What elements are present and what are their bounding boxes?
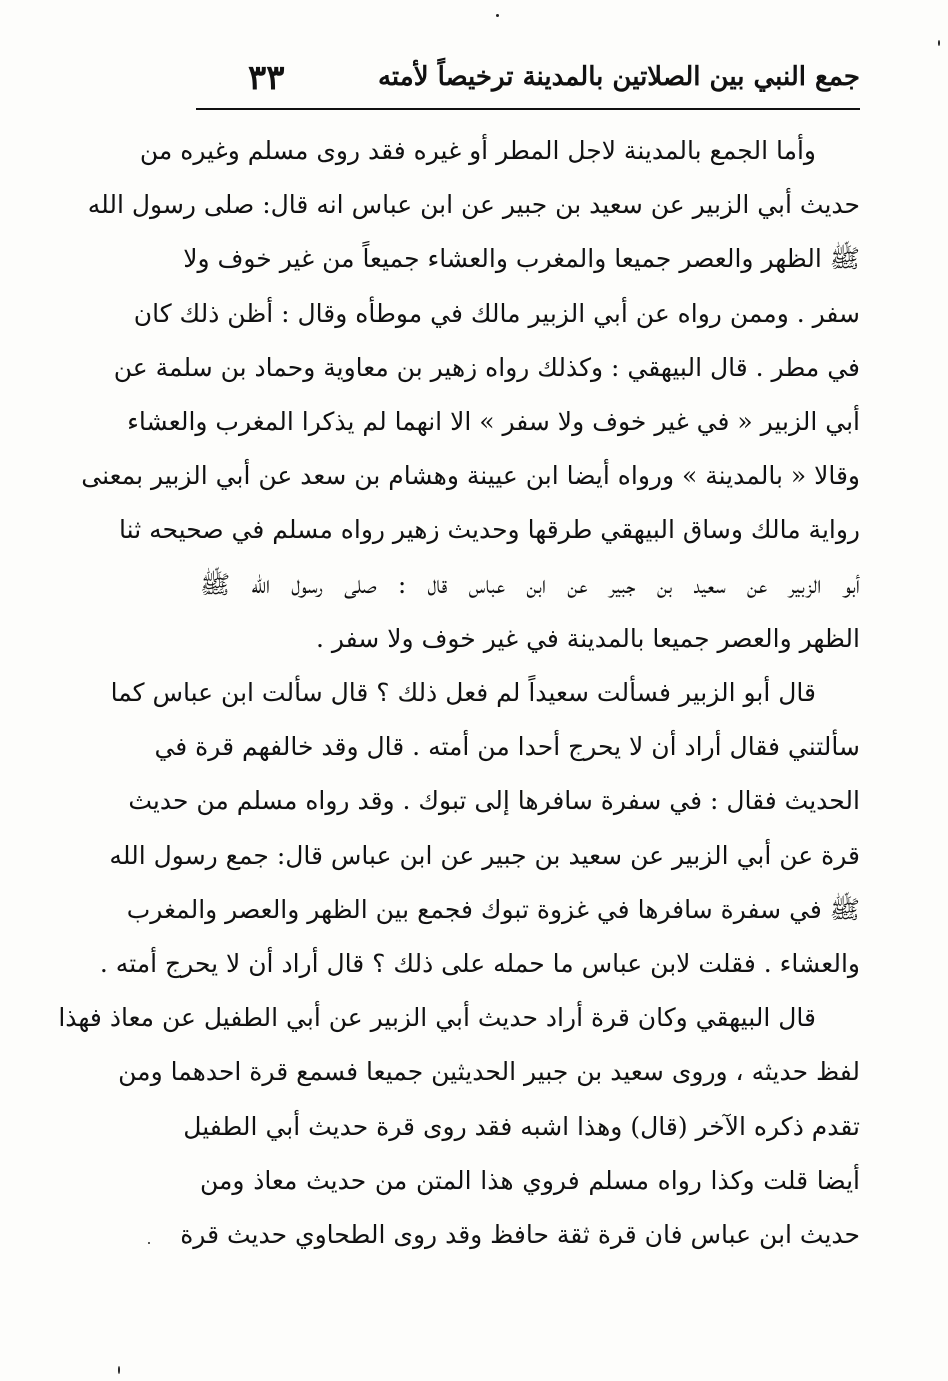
scan-speck xyxy=(938,40,940,46)
text-line: في مطر . قال البيهقي : وكذلك رواه زهير بن معاوية وحماد بن سلمة عن xyxy=(113,352,860,382)
text-line: أبو الزبير عن سعيد بن جبير عن ابن عباس قال : صلى رسول الله ﷺ xyxy=(200,569,860,599)
paragraph-3 xyxy=(58,991,860,1262)
text-line: والعشاء . فقلت لابن عباس ما حمله على ذلك ؟ قال أراد أن لا يحرج أمته . xyxy=(99,949,860,979)
scan-speck xyxy=(496,14,499,17)
scan-speck xyxy=(148,1242,150,1244)
text-line: الحديث فقال : في سفرة سافرها إلى تبوك . وقد رواه مسلم من حديث xyxy=(128,786,860,816)
paragraph-1 xyxy=(81,124,860,666)
text-line: رواية مالك وساق البيهقي طرقها وحديث زهير رواه مسلم في صحيحه ثنا xyxy=(119,515,860,545)
text-line: قال البيهقي وكان قرة أراد حديث أبي الزبير عن أبي الطفيل عن معاذ فهذا xyxy=(58,1003,816,1033)
text-line: ﷺ في سفرة سافرها في غزوة تبوك فجمع بين الظهر والعصر والمغرب xyxy=(126,894,860,924)
text-line: لفظ حديثه ، وروى سعيد بن جبير الحديثين جميعا فسمع قرة احدهما ومن xyxy=(118,1057,860,1087)
text-line: ﷺ الظهر والعصر جميعا والمغرب والعشاء جميعاً من غير خوف ولا xyxy=(183,244,860,274)
page-number: ٣٣ xyxy=(248,58,285,98)
text-line: قرة عن أبي الزبير عن سعيد بن جبير عن ابن عباس قال: جمع رسول الله xyxy=(109,840,860,870)
header-rule xyxy=(196,108,860,110)
running-header xyxy=(200,58,860,104)
text-line: سألتني فقال أراد أن لا يحرج أحدا من أمته . قال وقد خالفهم قرة في xyxy=(154,732,860,762)
text-line: أيضا قلت وكذا رواه مسلم فروي هذا المتن من حديث معاذ ومن xyxy=(200,1165,860,1195)
header-title: جمع النبي بين الصلاتين بالمدينة ترخيصاً لأمته xyxy=(377,62,860,92)
text-line: الظهر والعصر جميعا بالمدينة في غير خوف ولا سفر . xyxy=(315,623,860,653)
paragraph-2 xyxy=(99,666,860,991)
text-line: سفر . وممن رواه عن أبي الزبير مالك في موطأه وقال : أظن ذلك كان xyxy=(133,298,860,328)
text-line: حديث ابن عباس فان قرة ثقة حافظ وقد روى الطحاوي حديث قرة xyxy=(180,1220,860,1250)
text-line: تقدم ذكره الآخر (قال) وهذا اشبه فقد روى قرة حديث أبي الطفيل xyxy=(183,1111,860,1141)
main-text xyxy=(58,124,860,1262)
scan-speck xyxy=(118,1366,120,1374)
text-line: وأما الجمع بالمدينة لاجل المطر أو غيره فقد روى مسلم وغيره من xyxy=(139,136,816,165)
text-line: قال أبو الزبير فسألت سعيداً لم فعل ذلك ؟ قال سألت ابن عباس كما xyxy=(110,678,816,708)
text-line: حديث أبي الزبير عن سعيد بن جبير عن ابن عباس انه قال: صلى رسول الله xyxy=(87,190,860,220)
text-line: وقالا « بالمدينة » ورواه أيضا ابن عيينة وهشام بن سعد عن أبي الزبير بمعنى xyxy=(81,461,860,491)
text-line: أبي الزبير « في غير خوف ولا سفر » الا انهما لم يذكرا المغرب والعشاء xyxy=(127,407,860,437)
